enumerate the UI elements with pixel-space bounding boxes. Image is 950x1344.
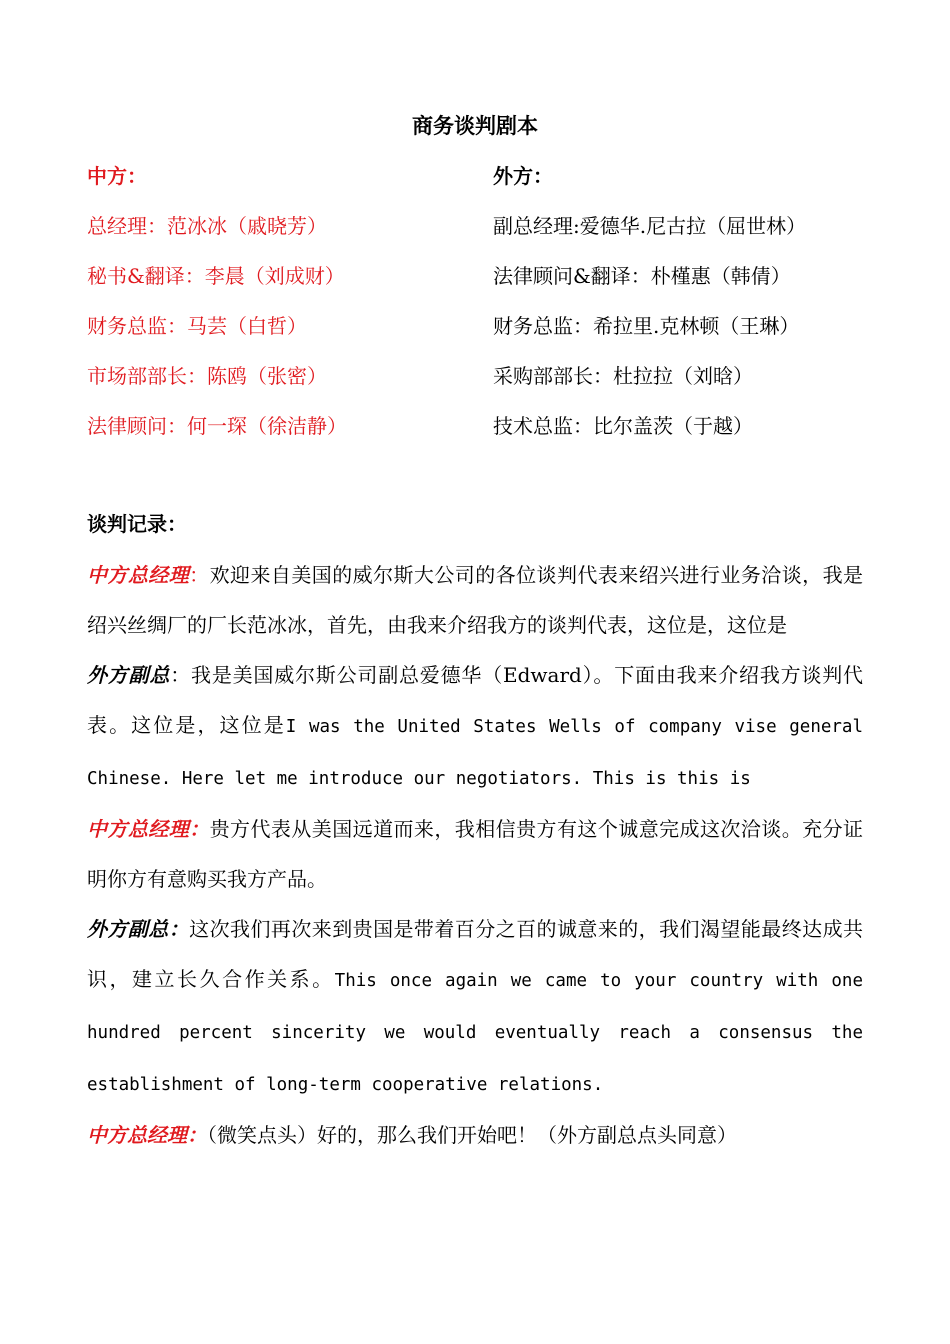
chinese-member: 财务总监：马芸（白哲）: [87, 314, 307, 338]
foreign-side-roster: [493, 160, 913, 460]
dialogue-text: 贵方代表从美国远道而来，我相信贵方有这个诚意完成这次洽谈。充分证明你方有意购买我方产品。: [87, 817, 864, 891]
chinese-member: 总经理：范冰冰（戚晓芳）: [87, 214, 327, 238]
chinese-member: 市场部部长：陈鸥（张密）: [87, 364, 327, 388]
foreign-member: 技术总监：比尔盖茨（于越）: [493, 414, 753, 438]
dialogue-text: 欢迎来自美国的威尔斯大公司的各位谈判代表来绍兴进行业务洽谈，我是绍兴丝绸厂的厂长范冰冰，首先，由我来介绍我方的谈判代表，这位是，这位是: [87, 563, 864, 637]
dialogue-entry: [87, 904, 863, 1110]
dialogue-text: 我是美国威尔斯公司副总爱德华（Edward）。下面由我来介绍我方谈判代表。这位是，这位是: [87, 663, 864, 737]
chinese-side-heading: 中方：: [87, 164, 147, 188]
dialogue-entry: [87, 650, 863, 804]
document-title: 商务谈判剧本: [412, 114, 538, 138]
chinese-side-roster: [87, 160, 487, 460]
speaker-separator: ：: [189, 563, 210, 587]
speaker-label: 中方总经理：: [87, 817, 210, 841]
foreign-member: 采购部部长：杜拉拉（刘晗）: [493, 364, 753, 388]
foreign-member: 财务总监：希拉里.克林顿（王琳）: [493, 314, 800, 338]
dialogue-english: I was the United States Wells of company vise general Chinese. Here let me introduce our negotiators. This is this is: [87, 717, 863, 789]
chinese-member: 秘书&翻译：李晨（刘成财）: [87, 264, 345, 288]
speaker-label: 中方总经理: [87, 563, 190, 587]
dialogue-text: （微笑点头）好的，那么我们开始吧！（外方副总点头同意）: [207, 1123, 737, 1147]
foreign-side-heading: 外方：: [493, 164, 553, 188]
speaker-label: 外方副总: [87, 663, 171, 687]
dialogue-entry: [87, 550, 863, 650]
dialogue: [87, 550, 863, 1160]
foreign-member: 法律顾问&翻译：朴槿惠（韩倩）: [493, 264, 791, 288]
chinese-member: 法律顾问：何一琛（徐洁静）: [87, 414, 347, 438]
speaker-label: 中方总经理：: [87, 1123, 207, 1147]
speaker-label: 外方副总：: [87, 917, 190, 941]
dialogue-entry: [87, 1110, 863, 1160]
foreign-member: 副总经理:爱德华.尼古拉（屈世林）: [493, 214, 807, 238]
dialogue-english: This once again we came to your country with one hundred percent sincerity we would eventually reach a consensus the establishment of long-term cooperative relations.: [87, 971, 863, 1095]
speaker-separator: ：: [170, 663, 192, 687]
record-heading: 谈判记录：: [87, 512, 187, 536]
dialogue-text: 这次我们再次来到贵国是带着百分之百的诚意来的，我们渴望能最终达成共识，建立长久合作关系。: [87, 917, 864, 991]
dialogue-entry: [87, 804, 863, 904]
